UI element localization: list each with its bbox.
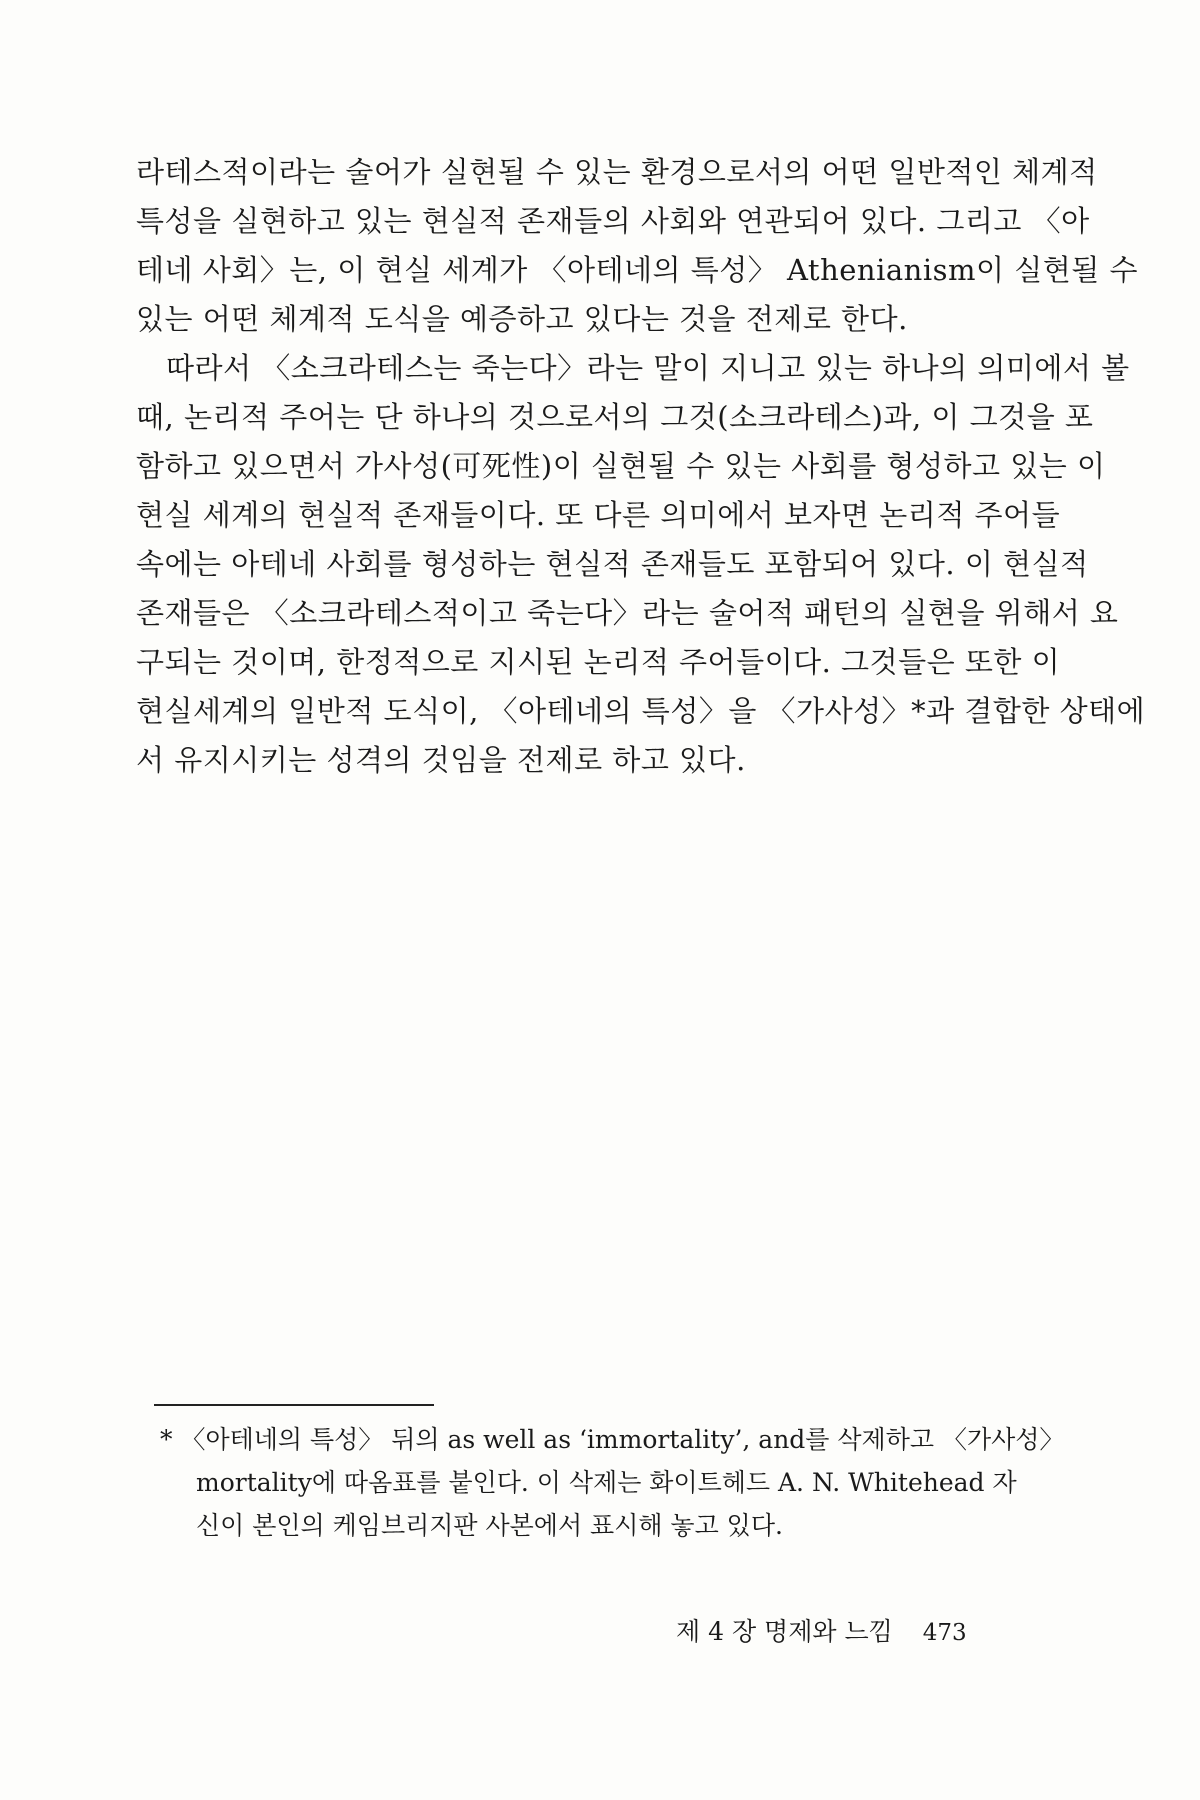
page-number: 473 [922,1620,967,1646]
footnote-line: * 〈아테네의 특성〉 뒤의 as well as ‘immortality’, and를 삭제하고 〈가사성〉 [160,1425,1065,1454]
text-line: 함하고 있으면서 가사성(可死性)이 실현될 수 있는 사회를 형성하고 있는 이 [136,449,1106,483]
chapter-title: 제 4 장 명제와 느낌 [676,1617,893,1646]
text-line: 속에는 아테네 사회를 형성하는 현실적 존재들도 포함되어 있다. 이 현실적 [136,547,1089,581]
text-line: 현실 세계의 현실적 존재들이다. 또 다른 의미에서 보자면 논리적 주어들 [136,498,1061,532]
text-line: 테네 사회〉는, 이 현실 세계가 〈아테네의 특성〉 Athenianism이 실현될 수 [136,253,1138,287]
text-line: 따라서 〈소크라테스는 죽는다〉라는 말이 지니고 있는 하나의 의미에서 볼 [166,351,1130,385]
text-line: 서 유지시키는 성격의 것임을 전제로 하고 있다. [136,743,746,777]
text-line: 존재들은 〈소크라테스적이고 죽는다〉라는 술어적 패턴의 실현을 위해서 요 [136,596,1119,630]
footnote-divider [154,1404,434,1406]
footnote [160,1418,1065,1547]
body-text [136,148,1146,785]
page-footer [676,1612,967,1648]
text-line: 있는 어떤 체계적 도식을 예증하고 있다는 것을 전제로 한다. [136,302,908,336]
footnote-line: 신이 본인의 케임브리지판 사본에서 표시해 놓고 있다. [196,1511,783,1540]
text-line: 구되는 것이며, 한정적으로 지시된 논리적 주어들이다. 그것들은 또한 이 [136,645,1061,679]
text-line: 라테스적이라는 술어가 실현될 수 있는 환경으로서의 어떤 일반적인 체계적 [136,155,1098,189]
text-line: 때, 논리적 주어는 단 하나의 것으로서의 그것(소크라테스)과, 이 그것을 포 [136,400,1094,434]
footnote-line: mortality에 따옴표를 붙인다. 이 삭제는 화이트헤드 A. N. Whitehead 자 [196,1468,1017,1497]
text-line: 특성을 실현하고 있는 현실적 존재들의 사회와 연관되어 있다. 그리고 〈아 [136,204,1090,238]
text-line: 현실세계의 일반적 도식이, 〈아테네의 특성〉을 〈가사성〉*과 결합한 상태에 [136,694,1146,728]
